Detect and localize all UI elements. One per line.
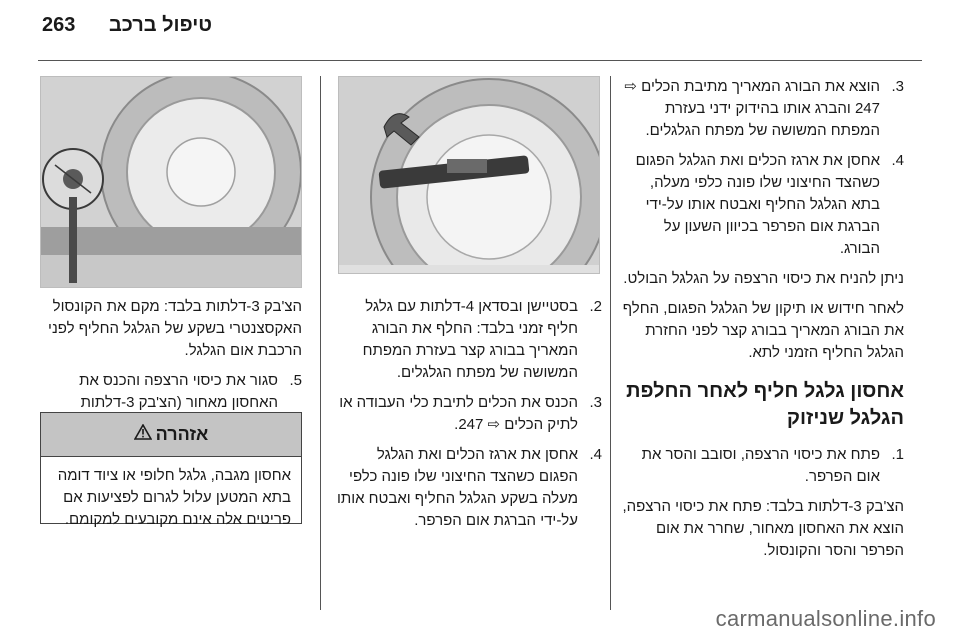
spare-wheel-figure [338,76,600,274]
paragraph: הצ'בק 3-דלתות בלבד: מקם את הקונסול האקסצנטרי בשקע של הגלגל החליף לפני הרכבת אום הגלגל. [48,298,302,359]
list-item: 5. סגור את כיסוי הרצפה והכנס את האחסון מאחור (הצ'בק 3-דלתות [79,372,302,411]
warning-triangle-icon [134,424,152,445]
list-item: 4. אחסן את ארגז הכלים ואת הגלגל הפגום כשהצד החיצוני שלו פונה כלפי מעלה, בתא הגלגל החליף ואבטח אותו על-ידי הברגת אום הפרפר בכיוון השעון על הבורג. [635,152,904,257]
warning-header [41,413,301,457]
column-divider-left [320,76,321,610]
column-divider-right [610,76,611,610]
warning-text: אחסון מגבה, גלגל חלופי או ציוד דומה בתא המטען עלול לגרום לפציעות אם פריטים אלה אינם מקובעים למקומם. [57,467,291,528]
paragraph: הצ'בק 3-דלתות בלבד: פתח את כיסוי הרצפה, הוצא את האחסון מאחור, שחרר את אום הפרפר והסר והקונסול. [622,498,904,559]
right-column [622,76,904,570]
storage-console-illustration [41,77,302,288]
warning-title: אזהרה [155,424,209,444]
steps-list [622,444,904,488]
paragraph: לאחר חידוש או תיקון של הגלגל הפגום, החלף את הבורג המאריך בבורג קצר לפני החזרת הגלגל החליף הזמני לתא. [622,300,904,361]
watermark: carmanualsonline.info [715,606,936,631]
warning-box [40,412,302,528]
paragraph: ניתן להניח את כיסוי הרצפה על הגלגל הבולט. [623,270,904,287]
storage-console-figure [40,76,302,288]
header-rule [38,60,922,61]
list-item: 2. בסטיישן ובסדאן 4-דלתות עם גלגל חליף זמני בלבד: החלף את הבורג המאריך בבורג קצר בעזרת המפתח המשושה של מפתח הגלגלים. [362,298,602,381]
list-item: 3. הוצא את הבורג המאריך מתיבת הכלים ⇨ 247 והברג אותו בהידוק ידני בעזרת המפתח המשושה של מפתח הגלגלים. [624,78,904,139]
section-heading: אחסון גלגל חליף לאחר החלפת הגלגל שניזוק [626,380,904,429]
middle-column [334,296,602,540]
running-title: טיפול ברכב [108,14,212,36]
list-item: 3. הכנס את הכלים לתיבת כלי העבודה או לתיק הכלים ⇨ 247. [339,394,602,433]
steps-list [334,296,602,532]
list-item: 4. אחסן את ארגז הכלים ואת הגלגל הפגום כשהצד החיצוני שלו פונה כלפי מעלה בשקע הגלגל החליף ואבטח אותו על-ידי הברגת אום הפרפר. [336,446,602,529]
steps-list-continued [622,76,904,260]
page-number: 263 [42,14,76,36]
spare-wheel-illustration [339,77,600,274]
list-item: 1. פתח את כיסוי הרצפה, וסובב והסר את אום הפרפר. [641,446,904,485]
